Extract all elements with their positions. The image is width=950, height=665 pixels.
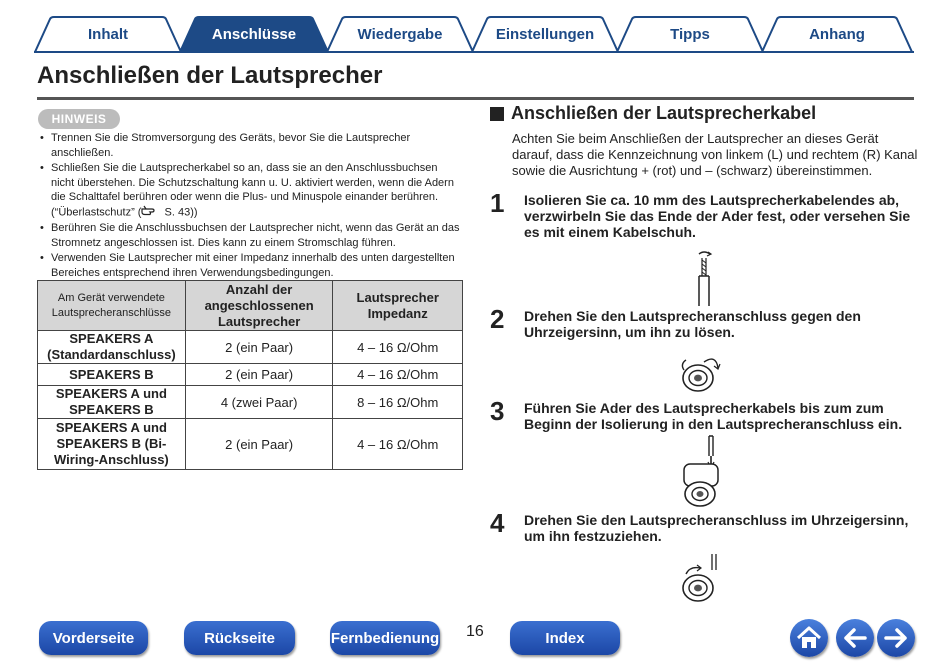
note-item: • Berühren Sie die Anschlussbuchsen der Lautsprecher nicht, wenn das Gerät an das Stromnetz angeschlossen ist. Dies kann zu einem Stromschlag führen. (38, 221, 463, 250)
note-item: • Verwenden Sie Lautsprecher mit einer Impedanz innerhalb des unten dargestellten Bereiches entsprechend ihren Verwendungsbedingungen. (38, 251, 463, 280)
table-header: Anzahl der angeschlossenen Lautsprecher (185, 281, 333, 331)
table-cell: 4 (zwei Paar) (185, 386, 333, 419)
table-header: Am Gerät verwendete Lautsprecheranschlüsse (38, 281, 186, 331)
hand-pointer-icon[interactable] (141, 205, 161, 221)
terminal-tighten-figure (676, 552, 726, 608)
front-panel-button[interactable]: Vorderseite (39, 621, 148, 655)
section-intro: Achten Sie beim Anschließen der Lautsprecher an dieses Gerät darauf, dass die Kennzeichnung von linkem (L) und rechtem (R) Kanal sowie die Ausrichtung + (rot) und – (schwarz) übereinstimmen. (512, 131, 918, 178)
tab-einstellungen[interactable]: Einstellungen (471, 16, 619, 52)
step-text: Drehen Sie den Lautsprecheranschluss im Uhrzeigersinn, um ihn festzuziehen. (524, 512, 909, 544)
forward-button[interactable] (877, 619, 915, 657)
impedance-table (37, 280, 463, 470)
step-text: Drehen Sie den Lautsprecheranschluss gegen den Uhrzeigersinn, um ihn zu lösen. (524, 308, 861, 340)
arrow-right-icon (883, 627, 909, 649)
step-number: 1 (490, 188, 505, 218)
notes-list (38, 131, 463, 281)
home-icon (796, 626, 822, 650)
step-text: Isolieren Sie ca. 10 mm des Lautsprecherkabelendes ab, verzwirbeln Sie das Ende der Ader fest, oder versehen Sie es mit einem Kabelschuh. (524, 192, 911, 240)
table-cell: SPEAKERS A (Standardanschluss) (38, 331, 186, 364)
note-item: • Trennen Sie die Stromversorgung des Geräts, bevor Sie die Lautsprecher anschließen. (38, 131, 463, 160)
table-cell: 4 – 16 Ω/Ohm (333, 331, 463, 364)
table-row (38, 364, 463, 386)
twisted-wire-figure (690, 248, 720, 306)
back-button[interactable] (836, 619, 874, 657)
step-number: 3 (490, 396, 505, 426)
table-row (38, 331, 463, 364)
arrow-left-icon (842, 627, 868, 649)
table-cell: 8 – 16 Ω/Ohm (333, 386, 463, 419)
step-text: Führen Sie Ader des Lautsprecherkabels bis zum zum Beginn der Isolierung in den Lautsprecheranschluss ein. (524, 400, 903, 432)
rear-panel-button[interactable]: Rückseite (184, 621, 295, 655)
table-row (38, 386, 463, 419)
table-header-row (38, 281, 463, 331)
terminal-loosen-figure (676, 350, 726, 396)
tab-inhalt[interactable]: Inhalt (34, 16, 182, 52)
section-title: Anschließen der Lautsprecherkabel (490, 103, 816, 124)
step-number: 2 (490, 304, 505, 334)
page-title: Anschließen der Lautsprecher (37, 62, 383, 89)
page-number: 16 (466, 623, 484, 640)
wire-insert-figure (678, 434, 724, 510)
tab-tipps[interactable]: Tipps (616, 16, 764, 52)
square-bullet-icon (490, 107, 504, 121)
title-divider (37, 97, 914, 100)
tab-anschluesse[interactable]: Anschlüsse (179, 16, 329, 52)
table-cell: 2 (ein Paar) (185, 419, 333, 470)
table-row (38, 419, 463, 470)
tab-anhang[interactable]: Anhang (761, 16, 913, 52)
table-header: Lautsprecher Impedanz (333, 281, 463, 331)
home-button[interactable] (790, 619, 828, 657)
table-cell: SPEAKERS A und SPEAKERS B (38, 386, 186, 419)
tab-wiedergabe[interactable]: Wiedergabe (326, 16, 474, 52)
remote-control-button[interactable]: Fernbedienung (330, 621, 440, 655)
hinweis-badge: HINWEIS (38, 109, 120, 129)
table-cell: 4 – 16 Ω/Ohm (333, 419, 463, 470)
tab-bar (34, 16, 914, 52)
table-cell: 2 (ein Paar) (185, 364, 333, 386)
table-cell: 4 – 16 Ω/Ohm (333, 364, 463, 386)
tab-underline (34, 51, 914, 53)
step-number: 4 (490, 508, 505, 538)
index-button[interactable]: Index (510, 621, 620, 655)
table-cell: SPEAKERS B (38, 364, 186, 386)
table-cell: SPEAKERS A und SPEAKERS B (Bi-Wiring-Anschluss) (38, 419, 186, 470)
note-item: • Schließen Sie die Lautsprecherkabel so an, dass sie an den Anschlussbuchsen nicht überstehen. Die Schutzschaltung kann u. U. aktiviert werden, wenn die Adern die Schalttafel berühren oder wenn die Plus- und Minuspole einander berühren. (“Überlastschutz” ( S. 43)) (38, 161, 463, 220)
table-cell: 2 (ein Paar) (185, 331, 333, 364)
